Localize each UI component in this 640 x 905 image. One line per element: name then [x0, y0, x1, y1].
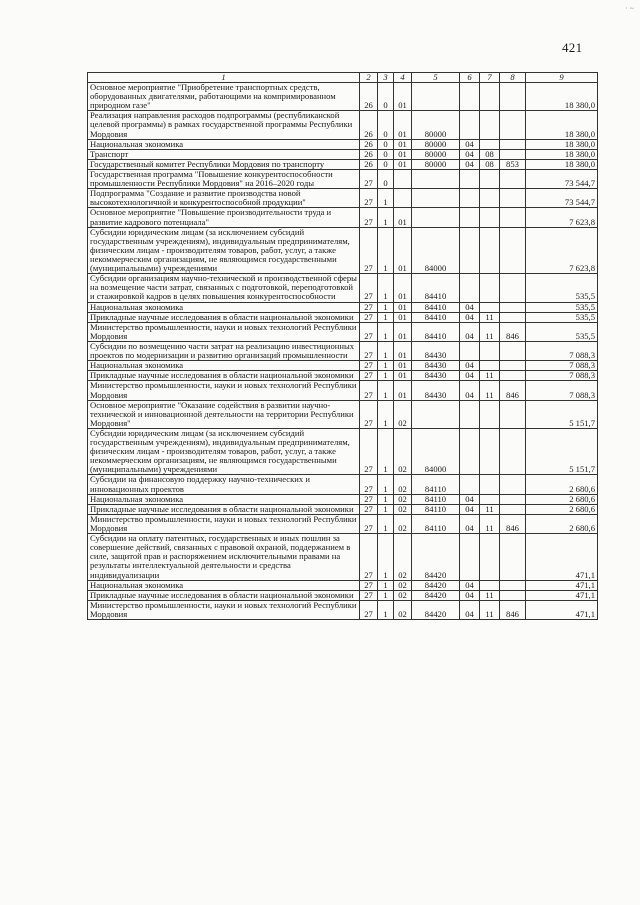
row-code-section: 04 — [460, 494, 480, 504]
table-row — [88, 504, 598, 514]
row-name: Субсидии на оплату патентных, государственных и иных пошлин за совершение действий, связанных с правовой охраной, поддержанием в силе, защитой прав и распоряжением исключительными правами на результаты интеллектуальной деятельности и средства индивидуализации — [88, 534, 360, 581]
table-row — [88, 371, 598, 381]
row-code-direction: 84420 — [412, 600, 460, 619]
row-code-program: 27 — [360, 189, 378, 208]
row-code-event: 01 — [394, 302, 412, 312]
row-amount: 535,5 — [526, 322, 598, 341]
row-code-program: 27 — [360, 428, 378, 475]
row-code-subprogram: 1 — [378, 227, 394, 274]
row-code-section: 04 — [460, 590, 480, 600]
row-name: Основное мероприятие "Оказание содействия в развитии научно-технической и инновационной деятельности на территории Республики Мордовия" — [88, 400, 360, 428]
row-amount: 2 680,6 — [526, 504, 598, 514]
row-code-program: 27 — [360, 590, 378, 600]
row-code-event: 02 — [394, 475, 412, 494]
row-code-program: 27 — [360, 274, 378, 302]
row-code-subsection — [480, 111, 500, 139]
table-row — [88, 534, 598, 581]
row-code-ministry — [500, 169, 526, 188]
row-code-subprogram: 1 — [378, 274, 394, 302]
row-code-direction: 84420 — [412, 534, 460, 581]
row-code-program: 27 — [360, 580, 378, 590]
row-code-event: 02 — [394, 514, 412, 533]
row-amount: 7 088,3 — [526, 361, 598, 371]
row-name: Субсидии организациям научно-технической и производственной сферы на возмещение части затрат, связанных с подготовкой, переподготовкой и стажировкой кадров в целях повышения конкурентоспособности — [88, 274, 360, 302]
row-code-event: 01 — [394, 312, 412, 322]
row-code-program: 26 — [360, 111, 378, 139]
row-code-section: 04 — [460, 580, 480, 590]
row-code-section: 04 — [460, 600, 480, 619]
table-row — [88, 475, 598, 494]
row-code-program: 26 — [360, 139, 378, 149]
table-row — [88, 159, 598, 169]
row-code-subsection — [480, 83, 500, 111]
row-code-ministry — [500, 400, 526, 428]
row-code-direction: 84430 — [412, 341, 460, 360]
column-header: 6 — [460, 73, 480, 83]
row-name: Субсидии по возмещению части затрат на реализацию инвестиционных проектов по модернизации и развитию организаций промышленности — [88, 341, 360, 360]
table-row — [88, 312, 598, 322]
row-code-subsection — [480, 189, 500, 208]
table-row — [88, 400, 598, 428]
row-code-subprogram: 1 — [378, 534, 394, 581]
row-code-subsection: 11 — [480, 371, 500, 381]
row-code-program: 27 — [360, 341, 378, 360]
row-code-subprogram: 1 — [378, 189, 394, 208]
row-code-program: 27 — [360, 169, 378, 188]
row-amount: 7 088,3 — [526, 371, 598, 381]
row-code-event: 01 — [394, 227, 412, 274]
row-code-subprogram: 1 — [378, 475, 394, 494]
column-header: 9 — [526, 73, 598, 83]
row-code-direction: 84430 — [412, 381, 460, 400]
row-code-section — [460, 534, 480, 581]
row-code-section — [460, 227, 480, 274]
table-row — [88, 139, 598, 149]
row-code-ministry — [500, 312, 526, 322]
row-code-ministry — [500, 208, 526, 227]
row-code-program: 27 — [360, 400, 378, 428]
table-row — [88, 590, 598, 600]
row-amount: 5 151,7 — [526, 428, 598, 475]
row-code-ministry — [500, 580, 526, 590]
row-code-section: 04 — [460, 159, 480, 169]
row-code-program: 27 — [360, 504, 378, 514]
row-code-event: 02 — [394, 504, 412, 514]
row-code-ministry: 846 — [500, 381, 526, 400]
row-code-program: 27 — [360, 494, 378, 504]
row-code-program: 27 — [360, 322, 378, 341]
row-code-direction: 80000 — [412, 149, 460, 159]
row-code-program: 27 — [360, 227, 378, 274]
row-code-direction: 84420 — [412, 580, 460, 590]
row-code-ministry — [500, 302, 526, 312]
table-row — [88, 600, 598, 619]
scan-corner-mark: · ~ — [625, 4, 634, 13]
row-code-event — [394, 189, 412, 208]
row-amount: 73 544,7 — [526, 189, 598, 208]
table-row — [88, 83, 598, 111]
row-code-ministry — [500, 139, 526, 149]
row-code-subsection — [480, 341, 500, 360]
row-code-subprogram: 1 — [378, 361, 394, 371]
row-code-ministry — [500, 475, 526, 494]
row-code-direction: 84430 — [412, 361, 460, 371]
row-code-subsection: 11 — [480, 590, 500, 600]
row-code-program: 26 — [360, 159, 378, 169]
row-code-subsection — [480, 302, 500, 312]
row-code-section: 04 — [460, 381, 480, 400]
row-name: Субсидии на финансовую поддержку научно-технических и инновационных проектов — [88, 475, 360, 494]
row-code-section: 04 — [460, 371, 480, 381]
row-code-direction: 84110 — [412, 494, 460, 504]
row-code-subprogram: 1 — [378, 322, 394, 341]
row-code-section: 04 — [460, 322, 480, 341]
row-code-direction: 84410 — [412, 274, 460, 302]
row-code-ministry — [500, 371, 526, 381]
column-header: 5 — [412, 73, 460, 83]
row-code-section — [460, 341, 480, 360]
row-code-event: 01 — [394, 83, 412, 111]
row-code-subsection — [480, 274, 500, 302]
row-code-section — [460, 475, 480, 494]
row-code-subprogram: 0 — [378, 149, 394, 159]
row-name: Министерство промышленности, науки и новых технологий Республики Мордовия — [88, 600, 360, 619]
row-amount: 7 088,3 — [526, 341, 598, 360]
column-header: 8 — [500, 73, 526, 83]
row-code-ministry — [500, 274, 526, 302]
row-code-event: 01 — [394, 322, 412, 341]
row-code-subsection — [480, 494, 500, 504]
row-code-subprogram: 1 — [378, 600, 394, 619]
row-code-direction: 84410 — [412, 312, 460, 322]
row-code-program: 27 — [360, 600, 378, 619]
row-code-subsection — [480, 227, 500, 274]
row-code-subprogram: 1 — [378, 312, 394, 322]
row-code-subsection: 08 — [480, 149, 500, 159]
row-code-ministry — [500, 504, 526, 514]
row-amount: 7 623,8 — [526, 208, 598, 227]
row-code-section: 04 — [460, 139, 480, 149]
row-code-section — [460, 400, 480, 428]
row-code-subprogram: 1 — [378, 428, 394, 475]
row-code-event: 01 — [394, 111, 412, 139]
table-body — [88, 83, 598, 620]
row-code-event: 02 — [394, 494, 412, 504]
row-code-section — [460, 169, 480, 188]
row-code-ministry — [500, 361, 526, 371]
table-row — [88, 208, 598, 227]
row-code-subsection — [480, 400, 500, 428]
row-code-event: 01 — [394, 139, 412, 149]
row-code-program: 27 — [360, 514, 378, 533]
row-code-subprogram: 1 — [378, 302, 394, 312]
row-code-subprogram: 1 — [378, 514, 394, 533]
row-code-direction: 80000 — [412, 159, 460, 169]
row-code-subsection: 11 — [480, 504, 500, 514]
table-row — [88, 428, 598, 475]
row-code-direction: 84110 — [412, 514, 460, 533]
row-code-event: 02 — [394, 400, 412, 428]
column-header: 1 — [88, 73, 360, 83]
row-code-event: 01 — [394, 371, 412, 381]
row-code-subprogram: 1 — [378, 381, 394, 400]
table-row — [88, 361, 598, 371]
row-code-ministry — [500, 590, 526, 600]
row-code-program: 26 — [360, 149, 378, 159]
row-code-section — [460, 189, 480, 208]
row-amount: 7 088,3 — [526, 381, 598, 400]
page-number: 421 — [562, 40, 583, 55]
row-name: Национальная экономика — [88, 361, 360, 371]
row-code-section: 04 — [460, 312, 480, 322]
table-row — [88, 381, 598, 400]
row-code-program: 27 — [360, 475, 378, 494]
row-amount: 535,5 — [526, 302, 598, 312]
row-code-section — [460, 83, 480, 111]
row-code-subprogram: 1 — [378, 494, 394, 504]
row-code-event: 02 — [394, 428, 412, 475]
row-code-event: 01 — [394, 208, 412, 227]
row-amount: 471,1 — [526, 600, 598, 619]
row-code-ministry — [500, 149, 526, 159]
table-row — [88, 149, 598, 159]
row-amount: 18 380,0 — [526, 111, 598, 139]
row-name: Основное мероприятие "Повышение производительности труда и развитие кадрового потенциала" — [88, 208, 360, 227]
column-header: 3 — [378, 73, 394, 83]
row-code-event: 01 — [394, 159, 412, 169]
row-code-direction: 80000 — [412, 111, 460, 139]
row-code-event: 01 — [394, 381, 412, 400]
row-code-subprogram: 1 — [378, 580, 394, 590]
row-amount: 535,5 — [526, 274, 598, 302]
row-code-program: 27 — [360, 361, 378, 371]
row-amount: 535,5 — [526, 312, 598, 322]
row-name: Министерство промышленности, науки и новых технологий Республики Мордовия — [88, 381, 360, 400]
row-code-section: 04 — [460, 149, 480, 159]
row-code-event: 02 — [394, 590, 412, 600]
row-name: Государственная программа "Повышение конкурентоспособности промышленности Республики Мордовия" на 2016–2020 годы — [88, 169, 360, 188]
row-code-subsection — [480, 139, 500, 149]
table-row — [88, 227, 598, 274]
row-amount: 471,1 — [526, 580, 598, 590]
row-name: Субсидии юридическим лицам (за исключением субсидий государственным учреждениям), индивидуальным предпринимателям, физическим лицам - производителям товаров, работ, услуг, а также некоммерческим организациям, не являющимся государственными (муниципальными) учреждениями — [88, 227, 360, 274]
row-code-section: 04 — [460, 504, 480, 514]
table-row — [88, 514, 598, 533]
row-name: Национальная экономика — [88, 580, 360, 590]
row-code-direction: 84000 — [412, 227, 460, 274]
row-code-section: 04 — [460, 514, 480, 533]
row-code-subprogram: 0 — [378, 139, 394, 149]
row-amount: 2 680,6 — [526, 514, 598, 533]
row-code-direction: 84420 — [412, 590, 460, 600]
row-code-subsection — [480, 169, 500, 188]
row-code-subsection: 08 — [480, 159, 500, 169]
row-name: Министерство промышленности, науки и новых технологий Республики Мордовия — [88, 322, 360, 341]
row-code-direction: 84110 — [412, 504, 460, 514]
row-code-subprogram: 0 — [378, 111, 394, 139]
row-amount: 471,1 — [526, 534, 598, 581]
row-code-section — [460, 274, 480, 302]
row-code-event: 01 — [394, 361, 412, 371]
row-code-direction: 84110 — [412, 475, 460, 494]
row-code-event: 01 — [394, 341, 412, 360]
row-code-subprogram: 0 — [378, 159, 394, 169]
row-amount: 5 151,7 — [526, 400, 598, 428]
row-name: Министерство промышленности, науки и новых технологий Республики Мордовия — [88, 514, 360, 533]
row-code-subsection — [480, 475, 500, 494]
row-amount: 18 380,0 — [526, 159, 598, 169]
row-name: Прикладные научные исследования в области национальной экономики — [88, 504, 360, 514]
row-code-direction: 80000 — [412, 139, 460, 149]
row-code-direction — [412, 400, 460, 428]
row-code-subsection — [480, 428, 500, 475]
row-code-section — [460, 208, 480, 227]
row-code-event: 01 — [394, 274, 412, 302]
row-name: Прикладные научные исследования в области национальной экономики — [88, 371, 360, 381]
row-code-program: 27 — [360, 371, 378, 381]
row-code-event: 02 — [394, 600, 412, 619]
row-code-ministry — [500, 189, 526, 208]
budget-table — [87, 72, 598, 620]
row-code-subsection: 11 — [480, 600, 500, 619]
row-code-direction: 84000 — [412, 428, 460, 475]
row-code-event: 01 — [394, 149, 412, 159]
row-name: Национальная экономика — [88, 139, 360, 149]
row-code-subsection — [480, 534, 500, 581]
row-name: Основное мероприятие "Приобретение транспортных средств, оборудованных двигателями, работающими на компримированном природном газе" — [88, 83, 360, 111]
column-header: 7 — [480, 73, 500, 83]
table-row — [88, 494, 598, 504]
row-code-program: 26 — [360, 83, 378, 111]
table-row — [88, 322, 598, 341]
row-code-direction: 84410 — [412, 302, 460, 312]
table-row — [88, 274, 598, 302]
row-code-program: 27 — [360, 381, 378, 400]
row-name: Транспорт — [88, 149, 360, 159]
row-code-section: 04 — [460, 302, 480, 312]
row-code-direction: 84430 — [412, 371, 460, 381]
row-code-subsection — [480, 361, 500, 371]
row-code-subsection: 11 — [480, 312, 500, 322]
row-amount: 18 380,0 — [526, 149, 598, 159]
row-code-ministry — [500, 428, 526, 475]
table-row — [88, 302, 598, 312]
row-code-section — [460, 111, 480, 139]
table-row — [88, 341, 598, 360]
row-code-event: 02 — [394, 580, 412, 590]
row-code-ministry: 853 — [500, 159, 526, 169]
row-code-subprogram: 1 — [378, 341, 394, 360]
table-row — [88, 111, 598, 139]
row-code-direction: 84410 — [412, 322, 460, 341]
row-name: Реализация направления расходов подпрограммы (республиканской целевой программы) в рамках государственной программы Республики Мордовия — [88, 111, 360, 139]
row-code-subprogram: 0 — [378, 83, 394, 111]
row-code-event: 02 — [394, 534, 412, 581]
row-code-ministry — [500, 83, 526, 111]
row-code-program: 27 — [360, 302, 378, 312]
row-code-ministry — [500, 341, 526, 360]
row-code-subsection — [480, 208, 500, 227]
row-name: Прикладные научные исследования в области национальной экономики — [88, 312, 360, 322]
row-code-ministry — [500, 111, 526, 139]
row-code-ministry — [500, 534, 526, 581]
row-code-subprogram: 1 — [378, 371, 394, 381]
row-amount: 2 680,6 — [526, 475, 598, 494]
row-code-ministry — [500, 227, 526, 274]
row-code-subprogram: 1 — [378, 400, 394, 428]
column-header: 4 — [394, 73, 412, 83]
row-amount: 73 544,7 — [526, 169, 598, 188]
column-header: 2 — [360, 73, 378, 83]
row-code-ministry: 846 — [500, 514, 526, 533]
row-code-subprogram: 1 — [378, 208, 394, 227]
table-row — [88, 169, 598, 188]
row-code-ministry: 846 — [500, 600, 526, 619]
row-code-ministry: 846 — [500, 322, 526, 341]
row-name: Подпрограмма "Создание и развитие производства новой высокотехнологичной и конкурентоспособной продукции" — [88, 189, 360, 208]
table-row — [88, 189, 598, 208]
row-code-program: 27 — [360, 312, 378, 322]
row-name: Прикладные научные исследования в области национальной экономики — [88, 590, 360, 600]
row-name: Национальная экономика — [88, 302, 360, 312]
row-amount: 18 380,0 — [526, 83, 598, 111]
row-name: Государственный комитет Республики Мордовия по транспорту — [88, 159, 360, 169]
row-code-section — [460, 428, 480, 475]
row-code-direction — [412, 83, 460, 111]
row-code-program: 27 — [360, 534, 378, 581]
row-code-subprogram: 0 — [378, 169, 394, 188]
row-amount: 471,1 — [526, 590, 598, 600]
row-code-subprogram: 1 — [378, 504, 394, 514]
row-code-subsection: 11 — [480, 322, 500, 341]
row-code-ministry — [500, 494, 526, 504]
row-code-subsection — [480, 580, 500, 590]
row-code-direction — [412, 189, 460, 208]
row-code-direction — [412, 169, 460, 188]
row-code-section: 04 — [460, 361, 480, 371]
row-code-subprogram: 1 — [378, 590, 394, 600]
row-name: Национальная экономика — [88, 494, 360, 504]
row-amount: 18 380,0 — [526, 139, 598, 149]
table-row — [88, 580, 598, 590]
table-header-row — [88, 73, 598, 83]
row-name: Субсидии юридическим лицам (за исключением субсидий государственным учреждениям), индивидуальным предпринимателям, физическим лицам - производителям товаров, работ, услуг, а также некоммерческим организациям, не являющимся государственными (муниципальными) учреждениями — [88, 428, 360, 475]
row-code-subsection: 11 — [480, 381, 500, 400]
row-code-program: 27 — [360, 208, 378, 227]
row-code-event — [394, 169, 412, 188]
row-code-direction — [412, 208, 460, 227]
row-amount: 2 680,6 — [526, 494, 598, 504]
row-amount: 7 623,8 — [526, 227, 598, 274]
row-code-subsection: 11 — [480, 514, 500, 533]
